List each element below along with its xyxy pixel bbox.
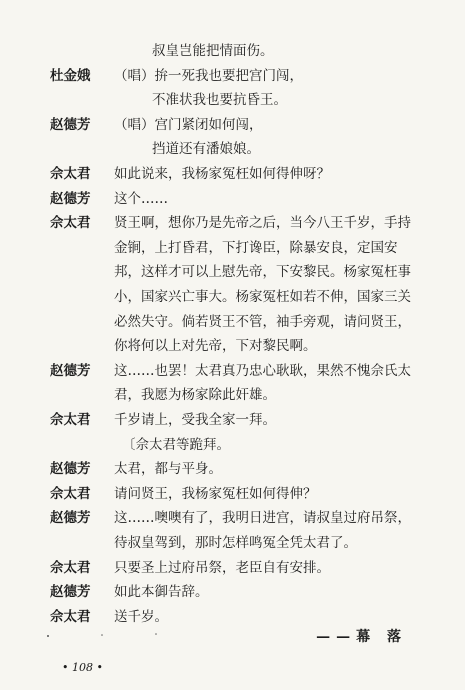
- speaker-name: 佘太君: [50, 485, 91, 502]
- dialogue-text: 小，国家兴亡事大。杨家冤枉如若不伸，国家三关: [114, 289, 411, 305]
- speaker-name: 赵德芳: [50, 510, 91, 527]
- speaker-name: 佘太君: [50, 166, 91, 182]
- speaker-name: 赵德芳: [50, 584, 91, 601]
- dialogue-line: [0, 531, 465, 555]
- dialogue-text: （唱）拚一死我也要把宫门闯，: [114, 67, 303, 84]
- dialogue-line: [0, 137, 465, 161]
- dialogue-line: [0, 408, 465, 432]
- dialogue-text: 叔皇岂能把情面伤。: [152, 43, 274, 59]
- speaker-name: 佘太君: [50, 559, 91, 576]
- dialogue-text: 如此说来，我杨家冤枉如何得伸呀？: [114, 166, 330, 182]
- dialogue-text: 挡道还有潘娘娘。: [152, 141, 260, 158]
- dialogue-line: [0, 433, 465, 457]
- speaker-name: 赵德芳: [50, 461, 91, 478]
- speaker-name: 佘太君: [50, 412, 91, 428]
- dialogue-line: [0, 580, 465, 604]
- dialogue-text: 邦，这样才可以上慰先帝，下安黎民。杨家冤枉事: [114, 264, 411, 281]
- dialogue-text: 如此本御告辞。: [114, 584, 209, 601]
- dialogue-line: [0, 457, 465, 481]
- page-number: • 108 •: [62, 661, 103, 674]
- dialogue-line: [0, 359, 465, 383]
- dialogue-line: [0, 310, 465, 334]
- dialogue-line: [0, 88, 465, 112]
- dialogue-line: [0, 506, 465, 530]
- dialogue-text: 只要圣上过府吊祭，老臣自有安排。: [114, 559, 330, 576]
- speaker-name: 赵德芳: [50, 116, 91, 133]
- speaker-name: 赵德芳: [50, 190, 91, 207]
- dialogue-line: [0, 113, 465, 137]
- dialogue-text: 送千岁。: [114, 608, 168, 625]
- dialogue-text: 这……也罢！太君真乃忠心耿耿，果然不愧佘氏太: [114, 362, 411, 379]
- dialogue-line: [0, 211, 465, 235]
- dialogue-text: 金锏，上打昏君，下打谗臣，除暴安良，定国安: [114, 239, 398, 256]
- speaker-name: 赵德芳: [50, 362, 91, 379]
- dialogue-line: [0, 383, 465, 407]
- stage-direction: 〔佘太君等跪拜。: [122, 436, 230, 453]
- dialogue-line: [0, 64, 465, 88]
- dialogue-text: 不准状我也要抗昏王。: [152, 92, 287, 109]
- dialogue-line: [0, 187, 465, 211]
- speaker-name: 佘太君: [50, 608, 91, 625]
- dialogue-text: 千岁请上，受我全家一拜。: [114, 412, 276, 428]
- dialogue-line: [0, 334, 465, 358]
- dialogue-text: 你将何以上对先帝，下对黎民啊。: [114, 338, 317, 355]
- dialogue-text: 这……噢噢有了，我明日进宫，请叔皇过府吊祭，: [114, 510, 411, 527]
- dialogue-line: [0, 285, 465, 309]
- speaker-name: 杜金娥: [50, 67, 91, 84]
- dialogue-text: 必然失守。倘若贤王不管，袖手旁观，请问贤王，: [114, 313, 411, 330]
- speaker-name: 佘太君: [50, 215, 91, 232]
- dialogue-text: 贤王啊，想你乃是先帝之后，当今八王千岁，手持: [114, 215, 411, 232]
- dialogue-line: [0, 260, 465, 284]
- curtain-text: ——幕 落: [316, 629, 407, 645]
- dialogue-line: [0, 556, 465, 580]
- dialogue-text: 请问贤王，我杨家冤枉如何得伸？: [114, 485, 317, 502]
- dialogue-line: [0, 39, 465, 63]
- dialogue-line: [0, 482, 465, 506]
- dialogue-text: 太君，都与平身。: [114, 461, 222, 478]
- dialogue-text: 待叔皇驾到，那时怎样鸣冤全凭太君了。: [114, 535, 357, 551]
- print-specks: [44, 630, 164, 640]
- dialogue-text: （唱）宫门紧闭如何闯，: [114, 116, 263, 133]
- dialogue-text: 这个……: [114, 190, 168, 207]
- dialogue-line: [0, 162, 465, 186]
- dialogue-line: [0, 236, 465, 260]
- dialogue-text: 君，我愿为杨家除此奸雄。: [114, 387, 276, 404]
